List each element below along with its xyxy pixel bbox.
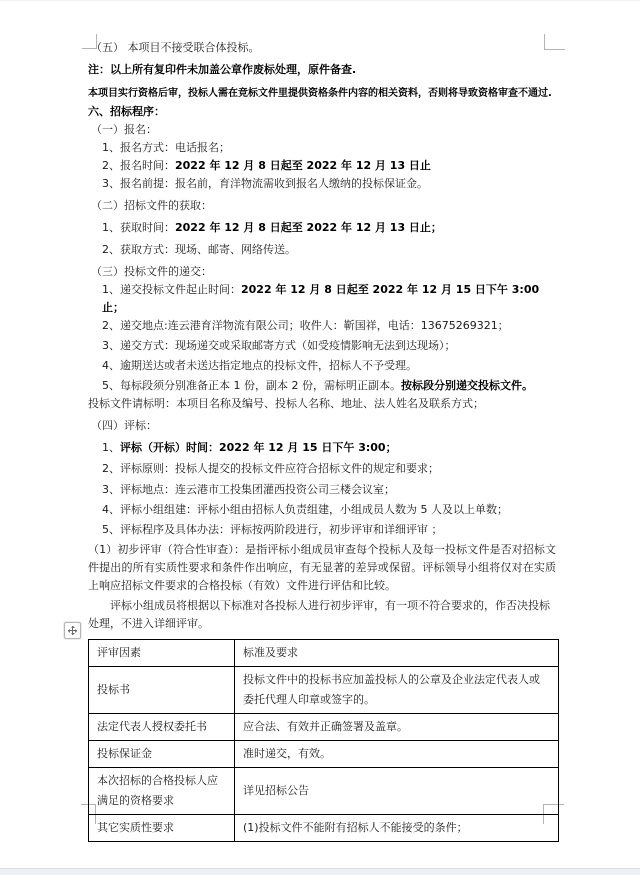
paragraph (88, 175, 556, 193)
column-header-requirement: 标准及要求 (235, 640, 559, 667)
paragraph (88, 317, 556, 335)
text-segment: 4、评标小组组建：评标小组由招标人负责组建，小组成员人数为 5 人及以上单数； (102, 503, 508, 516)
paragraph (88, 395, 556, 413)
text-segment: 1、获取时间： (102, 221, 175, 234)
text-segment: 5、每标段须分别准备正本 1 份，副本 2 份，需标明正副本。 (102, 379, 401, 392)
document-body (88, 39, 556, 842)
paragraph (88, 139, 556, 157)
text-segment: 评标小组成员将根据以下标准对各投标人进行初步评审，有一项不符合要求的，作否决投标处理，不进入详细评审。 (88, 599, 550, 630)
paragraph (88, 501, 556, 519)
text-segment: 4、逾期送达或者未送达指定地点的投标文件，招标人不予受理。 (102, 359, 417, 372)
column-header-factor: 评审因素 (89, 640, 235, 667)
review-table-body (89, 640, 559, 842)
text-segment: 3、报名前提：报名前，育洋物流需收到报名人缴纳的投标保证金。 (102, 177, 428, 190)
paragraph (88, 241, 556, 259)
paragraph (88, 439, 556, 457)
text-segment: 2、评标原则：投标人提交的投标文件应符合招标文件的规定和要求； (102, 462, 439, 475)
bold-text-segment: 2022 年 12 月 8 日起至 2022 年 12 月 13 日止； (175, 221, 442, 234)
paragraph (88, 219, 556, 237)
text-segment: 1、报名方式：电话报名； (102, 141, 230, 154)
text-segment: （五） 本项目不接受联合体投标。 (91, 41, 260, 54)
cell-factor: 法定代表人授权委托书 (89, 714, 235, 741)
table-row (89, 815, 559, 842)
move-cross-icon (65, 623, 80, 638)
page-bottom-edge (0, 868, 640, 875)
table-move-handle[interactable] (64, 622, 81, 639)
cell-requirement: 应合法、有效并正确签署及盖章。 (235, 714, 559, 741)
text-segment: 2、报名时间： (102, 159, 175, 172)
paragraph (88, 521, 556, 539)
paragraph (88, 263, 556, 281)
text-segment: 2、获取方式：现场、邮寄、网络传送。 (102, 243, 296, 256)
cell-requirement: 详见招标公告 (235, 768, 559, 815)
bold-text-segment: 评标（开标）时间：2022 年 12 月 15 日下午 3:00； (120, 441, 397, 454)
cell-factor: 投标保证金 (89, 741, 235, 768)
table-row (89, 768, 559, 815)
bold-text-segment: 注：以上所有复印件未加盖公章作废标处理，原件备查. (88, 63, 357, 76)
paragraph (88, 597, 556, 633)
text-segment: （二）招标文件的获取： (91, 199, 212, 212)
paragraph (88, 157, 556, 175)
bold-text-segment: 2022 年 12 月 8 日起至 2022 年 12 月 13 日止 (175, 159, 431, 172)
text-segment: （一）报名： (91, 123, 157, 136)
text-segment: （1）初步评审（符合性审查）：是指评标小组成员审查每个投标人及每一投标文件是否对招标文件提出的所有实质性要求和条件作出响应，有无显著的差异或保留。评标领导小组将仅对在实质上响应招标文件要求的合格投标（有效）文件进行评估和比较。 (88, 543, 556, 592)
text-segment: 5、评标程序及具体办法：评标按两阶段进行，初步评审和详细评审 ； (102, 523, 443, 536)
paragraph (88, 85, 556, 103)
table-row (89, 741, 559, 768)
paragraph (88, 357, 556, 375)
text-segment: （四）评标： (91, 419, 157, 432)
cell-requirement: 投标文件中的投标书应加盖投标人的公章及企业法定代表人或委托代理人印章或签字的。 (235, 667, 559, 714)
text-segment: 2、递交地点:连云港育洋物流有限公司；收件人：靳国祥，电话：13675269321； (102, 319, 509, 332)
text-segment: （三）投标文件的递交： (91, 265, 212, 278)
cell-requirement: (1)投标文件不能附有招标人不能接受的条件； (235, 815, 559, 842)
bold-text-segment: 本项目实行资格后审，投标人需在竞标文件里提供资格条件内容的相关资料，否则将导致资格审查不通过. (88, 88, 552, 99)
table-row (89, 714, 559, 741)
review-table-wrap (88, 639, 558, 842)
paragraph (88, 197, 556, 215)
bold-text-segment: 按标段分别递交投标文件。 (400, 379, 533, 392)
text-segment: 1、 (102, 441, 120, 454)
bold-text-segment: 六、招标程序： (88, 105, 165, 118)
cell-factor: 投标书 (89, 667, 235, 714)
paragraph (88, 61, 556, 79)
table-row (89, 667, 559, 714)
text-segment: 3、评标地点：连云港市工投集团灌西投资公司三楼会议室； (102, 483, 395, 496)
cell-factor: 其它实质性要求 (89, 815, 235, 842)
paragraph (88, 377, 556, 395)
cell-factor: 本次招标的合格投标人应满足的资格要求 (89, 768, 235, 815)
bold-text-segment: 2022 年 12 月 8 日起至 2022 年 12 月 15 日下午 3:00 止； (102, 283, 540, 314)
paragraph (88, 541, 556, 595)
paragraph (88, 281, 556, 317)
text-segment: 投标文件请标明：本项目名称及编号、投标人名称、地址、法人姓名及联系方式； (88, 397, 484, 410)
table-header-row (89, 640, 559, 667)
paragraph (88, 417, 556, 435)
text-segment: 3、递交方式：现场递交或采取邮寄方式（如受疫情影响无法到达现场）； (102, 339, 456, 352)
paragraph (88, 121, 556, 139)
paragraph (88, 39, 556, 57)
paragraph (88, 481, 556, 499)
cell-requirement: 准时递交，有效。 (235, 741, 559, 768)
text-segment: 1、递交投标文件起止时间： (102, 283, 241, 296)
paragraph (88, 337, 556, 355)
review-table (88, 639, 559, 842)
paragraph (88, 460, 556, 478)
paragraph (88, 103, 556, 121)
